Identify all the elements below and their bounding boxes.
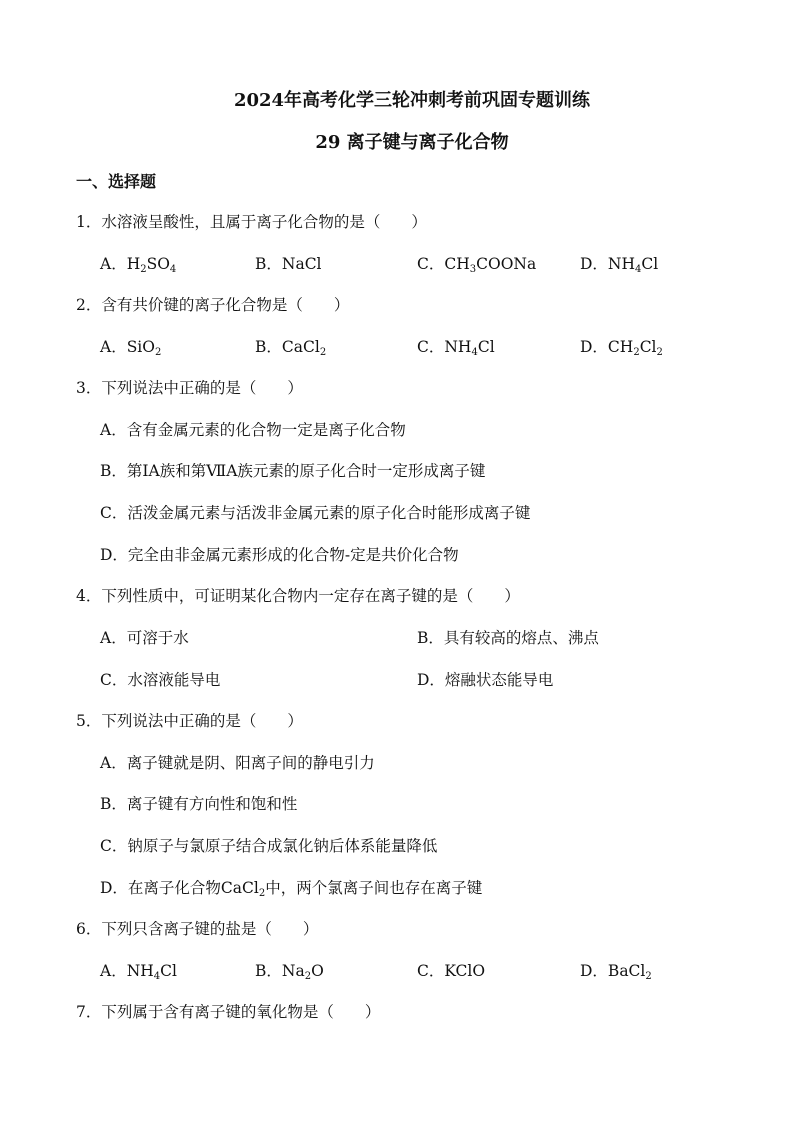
- question-2-option-c: C．$NH_4Cl$: [417, 338, 495, 358]
- question-3-stem: 3．下列说法中正确的是（ ）: [76, 379, 303, 397]
- question-3-option-c: C．活泼金属元素与活泼非金属元素的原子化合时能形成离子键: [100, 504, 531, 522]
- question-1-stem: 1．水溶液呈酸性，且属于离子化合物的是（ ）: [76, 213, 427, 231]
- question-3-option-b: B．第ⅠA族和第ⅦA族元素的原子化合时一定形成离子键: [100, 462, 486, 480]
- question-2-option-a: A．SiO$_2$: [100, 338, 162, 358]
- question-5-stem: 5．下列说法中正确的是（ ）: [76, 712, 303, 730]
- question-6-option-d: D．BaCl$_2$: [580, 962, 652, 982]
- question-1-option-c: C．$CH_3COONa$: [417, 255, 537, 275]
- question-7-stem: 7．下列属于含有离子键的氧化物是（ ）: [76, 1003, 381, 1021]
- question-6-stem: 6．下列只含离子键的盐是（ ）: [76, 920, 319, 938]
- question-3-option-a: A．含有金属元素的化合物一定是离子化合物: [100, 421, 406, 439]
- question-1-option-b: B．NaCl: [255, 255, 322, 273]
- question-4-option-c: C．水溶液能导电: [100, 671, 221, 689]
- section-heading: 一、选择题: [76, 172, 157, 191]
- question-4-stem: 4．下列性质中，可证明某化合物内一定存在离子键的是（ ）: [76, 587, 520, 605]
- question-6-option-a: A．$NH_4Cl$: [100, 962, 177, 982]
- question-3-option-d: D．完全由非金属元素形成的化合物-定是共价化合物: [100, 546, 459, 564]
- question-5-option-c: C．钠原子与氯原子结合成氯化钠后体系能量降低: [100, 837, 438, 855]
- question-5-option-b: B．离子键有方向性和饱和性: [100, 795, 298, 813]
- question-2-option-d: D．$CH_2Cl_2$: [580, 338, 663, 358]
- question-1-option-d: D．$NH_4Cl$: [580, 255, 659, 275]
- question-2-option-b: B．CaCl$_2$: [255, 338, 327, 358]
- question-5-option-a: A．离子键就是阴、阳离子间的静电引力: [100, 754, 375, 772]
- question-2-stem: 2．含有共价键的离子化合物是（ ）: [76, 296, 350, 314]
- question-5-option-d: D．在离子化合物CaCl$_2$中，两个氯离子间也存在离子键: [100, 879, 483, 899]
- question-6-option-c: C．KClO: [417, 962, 486, 980]
- question-6-option-b: B．$Na_2O$: [255, 962, 324, 982]
- question-4-option-b: B．具有较高的熔点、沸点: [417, 629, 599, 647]
- question-1-option-a: A．$H_2SO_4$: [100, 255, 177, 275]
- document-subtitle: 29 离子键与离子化合物: [315, 132, 509, 153]
- question-4-option-a: A．可溶于水: [100, 629, 189, 647]
- question-4-option-d: D．熔融状态能导电: [417, 671, 554, 689]
- document-title: 2024年高考化学三轮冲刺考前巩固专题训练: [233, 90, 591, 111]
